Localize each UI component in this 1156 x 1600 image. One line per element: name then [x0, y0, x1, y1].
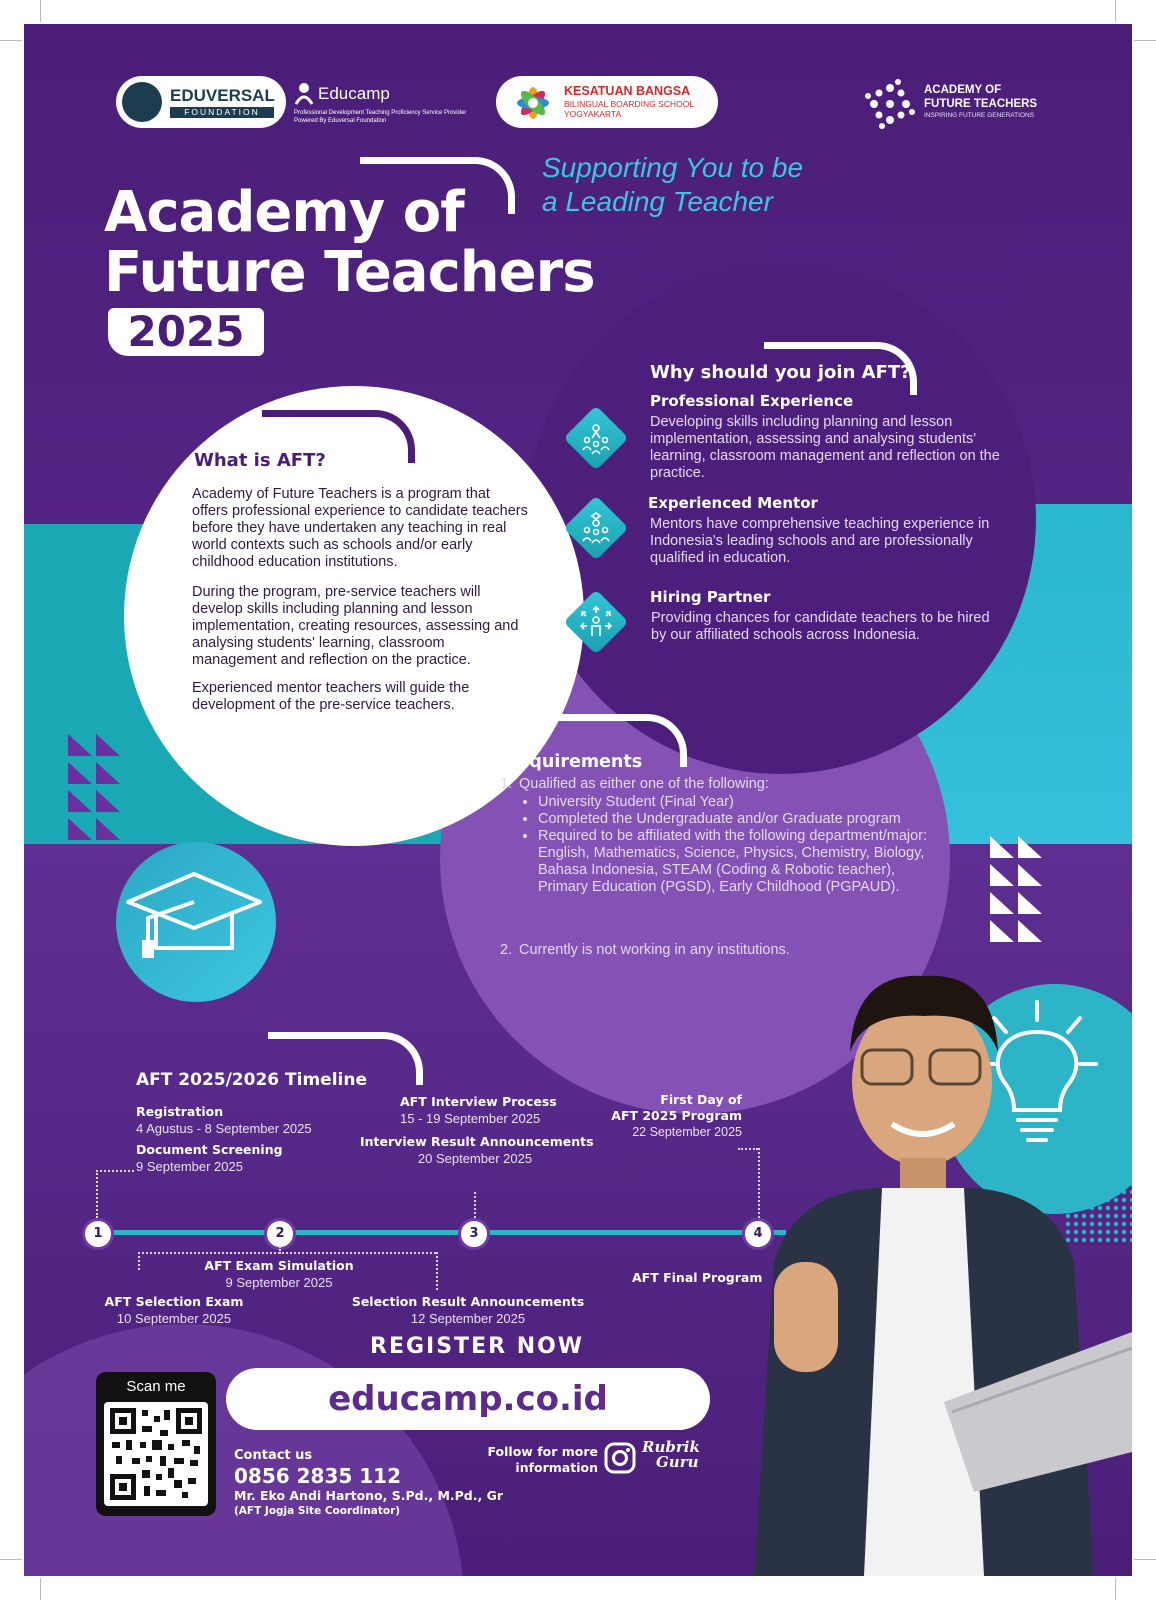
req-bullet-list [518, 794, 936, 896]
req-item-1: Qualified as either one of the following: [519, 776, 769, 792]
aft-logo-line-1: ACADEMY OF [924, 84, 1002, 96]
registration-date: 4 Agustus - 8 September 2025 [136, 1121, 312, 1136]
crop-mark [40, 1578, 41, 1600]
rubrik-guru-logo[interactable] [642, 1440, 700, 1470]
what-heading: What is AFT? [194, 450, 326, 471]
educamp-name: Educamp [318, 84, 390, 103]
qr-card[interactable] [96, 1372, 216, 1516]
what-paragraph-3: Experienced mentor teachers will guide the development of the pre-service teachers. [192, 680, 470, 713]
exam-sim-date: 9 September 2025 [225, 1275, 333, 1290]
selection-exam-date: 10 September 2025 [116, 1311, 232, 1326]
aft-logo-line-2: FUTURE TEACHERS [924, 98, 1038, 110]
register-url-button[interactable] [226, 1368, 710, 1430]
contact-name: Mr. Eko Andi Hartono, S.Pd., M.Pd., Gr [234, 1488, 504, 1503]
why-item-3-text: Providing chances for candidate teachers to be hired by our affiliated schools across Indonesia. [651, 610, 990, 643]
scan-label: Scan me [126, 1378, 186, 1395]
qr-code[interactable] [104, 1402, 208, 1506]
qr-code-icon [110, 1408, 202, 1500]
timeline-step-3: 3 [458, 1218, 490, 1250]
timeline-step-4: 4 [742, 1218, 774, 1250]
final-program-title: AFT Final Program [632, 1270, 763, 1285]
why-item-2-text: Mentors have comprehensive teaching experience in Indonesia's leading schools and are professionally qualified in education. [650, 516, 990, 566]
educamp-powered: Powered By Eduversal Foundation [294, 118, 387, 124]
follow-text-2: information [515, 1460, 598, 1475]
connector [738, 1148, 758, 1150]
selection-exam-title: AFT Selection Exam [104, 1294, 244, 1309]
educamp-person-icon [294, 82, 314, 106]
tagline-line-1: Supporting You to be [542, 152, 804, 183]
tagline-line-2: a Leading Teacher [542, 186, 773, 217]
graduation-cap-icon [124, 864, 264, 974]
kesatuan-bangsa-logo [496, 76, 718, 128]
timeline-line [96, 1230, 786, 1235]
connector [436, 1252, 438, 1290]
eduversal-sub: FOUNDATION [170, 107, 274, 118]
first-day-title-1: First Day of [660, 1092, 742, 1107]
aft-star-logo-icon [862, 76, 918, 132]
selection-result-title: Selection Result Announcements [351, 1294, 585, 1309]
first-day-title-2: AFT 2025 Program [611, 1108, 742, 1123]
crop-mark [1134, 40, 1156, 41]
register-heading: REGISTER NOW [370, 1334, 585, 1359]
timeline-heading: AFT 2025/2026 Timeline [136, 1070, 367, 1090]
social-name-2: Guru [656, 1453, 699, 1471]
contact-label: Contact us [234, 1448, 313, 1463]
requirements-heading: Requirements [504, 752, 643, 772]
contact-phone[interactable]: 0856 2835 112 [234, 1464, 402, 1488]
interview-result-date: 20 September 2025 [417, 1151, 533, 1166]
hiring-arrows-icon [578, 604, 614, 640]
req-item-2-number: 2. [500, 942, 513, 958]
triangle-pattern-left [68, 734, 124, 844]
hero-title-line-2: Future Teachers [104, 240, 595, 305]
selection-result-date: 12 September 2025 [410, 1311, 526, 1326]
what-paragraph-2: During the program, pre-service teachers will develop skills including planning and lesson implementation, creating resources, assessing and analysing students' learning, classroom management and reflection on the practice. [192, 584, 519, 668]
req-item-1-number: 1. [500, 776, 513, 792]
poster [24, 24, 1132, 1576]
year-badge [108, 308, 264, 356]
kb-line-3: YOGYAKARTA [564, 109, 622, 119]
connector [279, 1246, 281, 1254]
why-item-1-title: Professional Experience [650, 392, 854, 410]
eduversal-logo [116, 76, 286, 128]
first-day-date: 22 September 2025 [632, 1125, 742, 1139]
eduversal-name: EDUVERSAL [170, 86, 275, 105]
aft-logo [862, 74, 1062, 134]
year: 2025 [127, 307, 245, 356]
interview-result-title: Interview Result Announcements [360, 1134, 594, 1149]
crop-mark [0, 40, 22, 41]
why-item-1-text: Developing skills including planning and lesson implementation, assessing and analysing students' learning, classroom management and reflection on the practice. [650, 414, 1000, 481]
register-url[interactable]: educamp.co.id [328, 1379, 608, 1419]
eduversal-globe-icon [122, 82, 162, 122]
connector [138, 1252, 436, 1254]
crop-mark [0, 1559, 22, 1560]
group-presentation-icon [578, 420, 614, 456]
connector [138, 1252, 140, 1270]
teacher-photo [714, 932, 1132, 1576]
what-paragraph-1: Academy of Future Teachers is a program that offers professional experience to candidate teachers before they have undertaken any teaching in real world contexts such as schools and/or early childhood education institutions. [192, 486, 528, 570]
why-item-1-icon-wrap [564, 406, 628, 470]
instagram-icon[interactable] [604, 1442, 636, 1474]
req-bullet: • Required to be affiliated with the following department/major: English, Mathematics, Science, Physics, Chemistry, Biology, Bahasa Indonesia, STEAM (Coding & Robotic teacher), Primary Education (PGSD), Early Childhood (PGPAUD). [538, 828, 936, 896]
crop-mark [1115, 0, 1116, 22]
req-bullet: • University Student (Final Year) [538, 794, 936, 811]
connector [96, 1170, 98, 1218]
timeline-step-1: 1 [82, 1218, 114, 1250]
educamp-logo [294, 80, 504, 130]
educamp-tagline: Professional Development Teaching Proficiency Service Provider [294, 110, 467, 116]
social-name-1: Rubrik [642, 1438, 700, 1456]
mentor-group-icon [578, 510, 614, 546]
connector [758, 1148, 760, 1218]
connector [96, 1170, 134, 1172]
aft-logo-line-3: INSPIRING FUTURE GENERATIONS [924, 112, 1035, 119]
exam-sim-title: AFT Exam Simulation [204, 1258, 354, 1273]
why-item-3-icon-wrap [564, 590, 628, 654]
crop-mark [1134, 1559, 1156, 1560]
why-item-2-icon-wrap [564, 496, 628, 560]
crop-mark [40, 0, 41, 22]
interview-date: 15 - 19 September 2025 [400, 1111, 541, 1126]
hero-title-line-1: Academy of [104, 180, 464, 245]
why-item-2-title: Experienced Mentor [648, 494, 818, 512]
crop-mark [1115, 1578, 1116, 1600]
timeline-step-2: 2 [264, 1218, 296, 1250]
registration-title: Registration [136, 1104, 224, 1119]
req-item-2: Currently is not working in any institutions. [519, 942, 790, 958]
kesatuan-bangsa-flower-icon [510, 80, 556, 126]
doc-screening-date: 9 September 2025 [136, 1159, 243, 1174]
interview-title: AFT Interview Process [400, 1094, 557, 1109]
kb-name: KESATUAN BANGSA [564, 84, 691, 98]
connector [474, 1192, 476, 1218]
why-item-3-title: Hiring Partner [650, 588, 771, 606]
why-heading: Why should you join AFT? [650, 362, 911, 383]
req-bullet: • Completed the Undergraduate and/or Graduate program [538, 811, 936, 828]
kb-line-2: BILINGUAL BOARDING SCHOOL [564, 99, 695, 109]
contact-role: (AFT Jogja Site Coordinator) [234, 1505, 401, 1517]
follow-text-1: Follow for more [487, 1444, 598, 1459]
triangle-pattern-right [990, 836, 1046, 946]
doc-screening-title: Document Screening [136, 1142, 283, 1157]
